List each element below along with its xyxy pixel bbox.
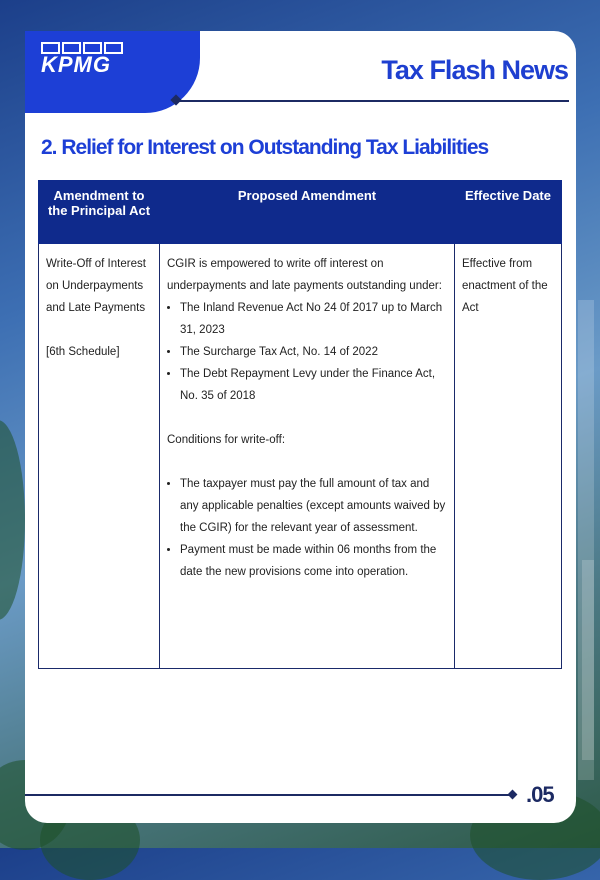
list-item: • The taxpayer must pay the full amount of tax and any applicable penalties (except amounts waived by the CGIR) for the relevant year of assessment.	[180, 473, 447, 539]
list-item: • The Inland Revenue Act No 24 0f 2017 up to March 31, 2023	[180, 297, 447, 341]
proposed-intro: CGIR is empowered to write off interest on underpayments and late payments outstanding under:	[167, 258, 442, 292]
acts-list	[167, 297, 447, 407]
kpmg-logo	[41, 42, 123, 78]
section-title: 2. Relief for Interest on Outstanding Tax Liabilities	[41, 136, 489, 159]
amendment-table	[38, 180, 562, 669]
amendment-name: Write-Off of Interest on Underpayments and Late Payments	[46, 258, 146, 314]
list-item: • The Surcharge Tax Act, No. 14 of 2022	[180, 341, 447, 363]
list-item: • The Debt Repayment Levy under the Finance Act, No. 35 of 2018	[180, 363, 447, 407]
header-divider	[176, 100, 569, 102]
page-number: .05	[526, 782, 554, 807]
logo-text: KPMG	[41, 52, 111, 77]
footer-divider	[25, 794, 513, 796]
background-tree	[0, 420, 25, 620]
proposed-amendment-cell	[160, 244, 455, 669]
background-building	[582, 560, 594, 760]
amendment-cell	[39, 244, 160, 669]
conditions-list	[167, 473, 447, 583]
table-row	[39, 244, 562, 669]
table-header-row	[39, 181, 562, 244]
column-header-proposed: Proposed Amendment	[160, 181, 455, 244]
column-header-effective-date: Effective Date	[455, 181, 562, 244]
list-item: • Payment must be made within 06 months from the date the new provisions come into operation.	[180, 539, 447, 583]
amendment-schedule: [6th Schedule]	[46, 346, 120, 358]
newsletter-title: Tax Flash News	[381, 55, 568, 85]
conditions-heading: Conditions for write-off:	[167, 434, 286, 446]
column-header-amendment: Amendment to the Principal Act	[39, 181, 160, 244]
effective-date-cell: Effective from enactment of the Act	[455, 244, 562, 669]
